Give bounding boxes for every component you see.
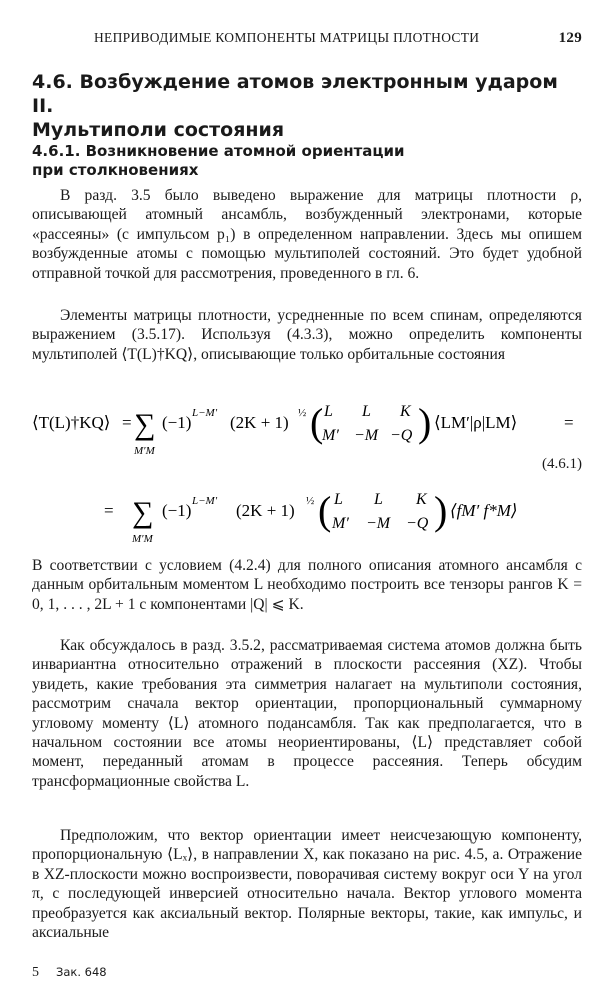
signature-mark: 5: [32, 965, 39, 980]
eq-m1-t3: K: [400, 403, 411, 420]
page-number: 129: [558, 30, 582, 46]
eq-lhs: ⟨T(L)†KQ⟩: [32, 413, 111, 432]
eq-paren-left-1: (: [310, 400, 324, 445]
eq-equals-1: =: [122, 413, 132, 432]
equation-number-row: [32, 456, 582, 478]
eq-m2-t3: K: [416, 491, 427, 508]
equation-line-2-svg: [32, 480, 582, 550]
eq-sign-factor-1: (−1): [162, 413, 192, 432]
eq-m1-t1: L: [324, 403, 333, 420]
eq-element: ⟨LM′|ρ|LM⟩: [434, 413, 518, 432]
eq-norm-2: (2K + 1): [236, 501, 295, 520]
eq-sign-exp-1: L−M′: [192, 407, 218, 419]
eq-paren-right-1: ): [418, 400, 432, 445]
eq-m2-b1: M′: [332, 515, 349, 532]
eq-sum-index-1: M′M: [134, 445, 155, 457]
eq-m1-b3: −Q: [390, 427, 413, 444]
eq-m1-b1: M′: [322, 427, 339, 444]
eq-sum-1: ∑: [134, 408, 156, 441]
eq-m2-b3: −Q: [406, 515, 429, 532]
eq-m2-b2: −M: [366, 515, 391, 532]
equation-number: (4.6.1): [542, 456, 582, 472]
paragraph-3: В соответствии с условием (4.2.4) для полного описания атомного ансамбля с данным орбитальным моментом L необходимо построить все тензоры рангов K = 0, 1, . . . , 2L + 1 с компонентами |Q| ⩽ K.: [32, 557, 582, 613]
subsection-title-line1: 4.6.1. Возникновение атомной ориентации: [32, 142, 405, 160]
eq-paren-left-2: (: [318, 488, 332, 533]
running-head: [94, 30, 582, 47]
eq-sign-exp-2: L−M′: [192, 495, 218, 507]
eq-norm-exp-2: ½: [306, 495, 315, 507]
eq-equals-2: =: [564, 413, 574, 432]
running-title: НЕПРИВОДИМЫЕ КОМПОНЕНТЫ МАТРИЦЫ ПЛОТНОСТИ: [94, 30, 480, 45]
page-footer: [32, 965, 107, 981]
eq-m2-t1: L: [334, 491, 343, 508]
eq-m1-t2: L: [362, 403, 371, 420]
section-title-line2: Мультиполи состояния: [32, 119, 285, 141]
subsection-title-line2: при столкновениях: [32, 161, 199, 179]
equation-line-1-svg: [32, 392, 582, 462]
eq-norm-1: (2K + 1): [230, 413, 289, 432]
eq-norm-exp-1: ½: [298, 407, 307, 419]
subsection-title: [32, 142, 582, 180]
section-title: [32, 70, 582, 142]
eq-paren-right-2: ): [434, 488, 448, 533]
paragraph-1: В разд. 3.5 было выведено выражение для матрицы плотности ρ, описывающей атомный ансамбль, возбужденный электронами, которые «рассеяны» (с импульсом p₁) в определенном направлении. Здесь мы опишем возбужденные атомы с помощью мультиполей состояний. Это будет удобной отправной точкой для рассмотрения, проведенного в гл. 6.: [32, 187, 582, 282]
eq-sign-factor-2: (−1): [162, 501, 192, 520]
eq-sum-index-2: M′M: [132, 533, 153, 545]
paragraph-5: Предположим, что вектор ориентации имеет неисчезающую компоненту, пропорциональную ⟨Lₓ⟩, в направлении X, как показано на рис. 4.5, a. Отражение в XZ-плоскости можно воспроизвести, поворачивая систему вокруг оси Y на угол π, с последующей инверсией относительно начала. Вектор углового момента преобразуется как аксиальный вектор. Полярные векторы, такие, как импульс, и аксиальные: [32, 827, 582, 942]
book-page: [32, 0, 582, 997]
eq-m2-t2: L: [374, 491, 383, 508]
order-number: Зак. 648: [56, 965, 107, 979]
section-title-line1: 4.6. Возбуждение атомов электронным ударом II.: [32, 71, 558, 117]
equation-line-2: [32, 480, 582, 550]
eq-sum-2: ∑: [132, 496, 154, 529]
equation-line-1: [32, 392, 582, 462]
eq-amplitude: ⟨fM′ f*M⟩: [450, 501, 518, 520]
eq-m1-b2: −M: [354, 427, 379, 444]
eq-equals-3: =: [104, 501, 114, 520]
paragraph-4: Как обсуждалось в разд. 3.5.2, рассматриваемая система атомов должна быть инвариантна относительно отражений в плоскости рассеяния (XZ). Чтобы увидеть, какие требования эта симметрия налагает на мультиполи состояния, рассмотрим сначала вектор ориентации, пропорциональный суммарному угловому моменту ⟨L⟩ атомного подансамбля. Так как предполагается, что в начальном состоянии все атомы неориентированы, ⟨L⟩ представляет собой момент, переданный атомам в процессе рассеяния. Теперь обсудим трансформационные свойства L.: [32, 637, 582, 790]
paragraph-2: Элементы матрицы плотности, усредненные по всем спинам, определяются выражением (3.5.17). Используя (4.3.3), можно определить компоненты мультиполей ⟨T(L)†KQ⟩, описывающие только орбитальные состояния: [32, 307, 582, 363]
